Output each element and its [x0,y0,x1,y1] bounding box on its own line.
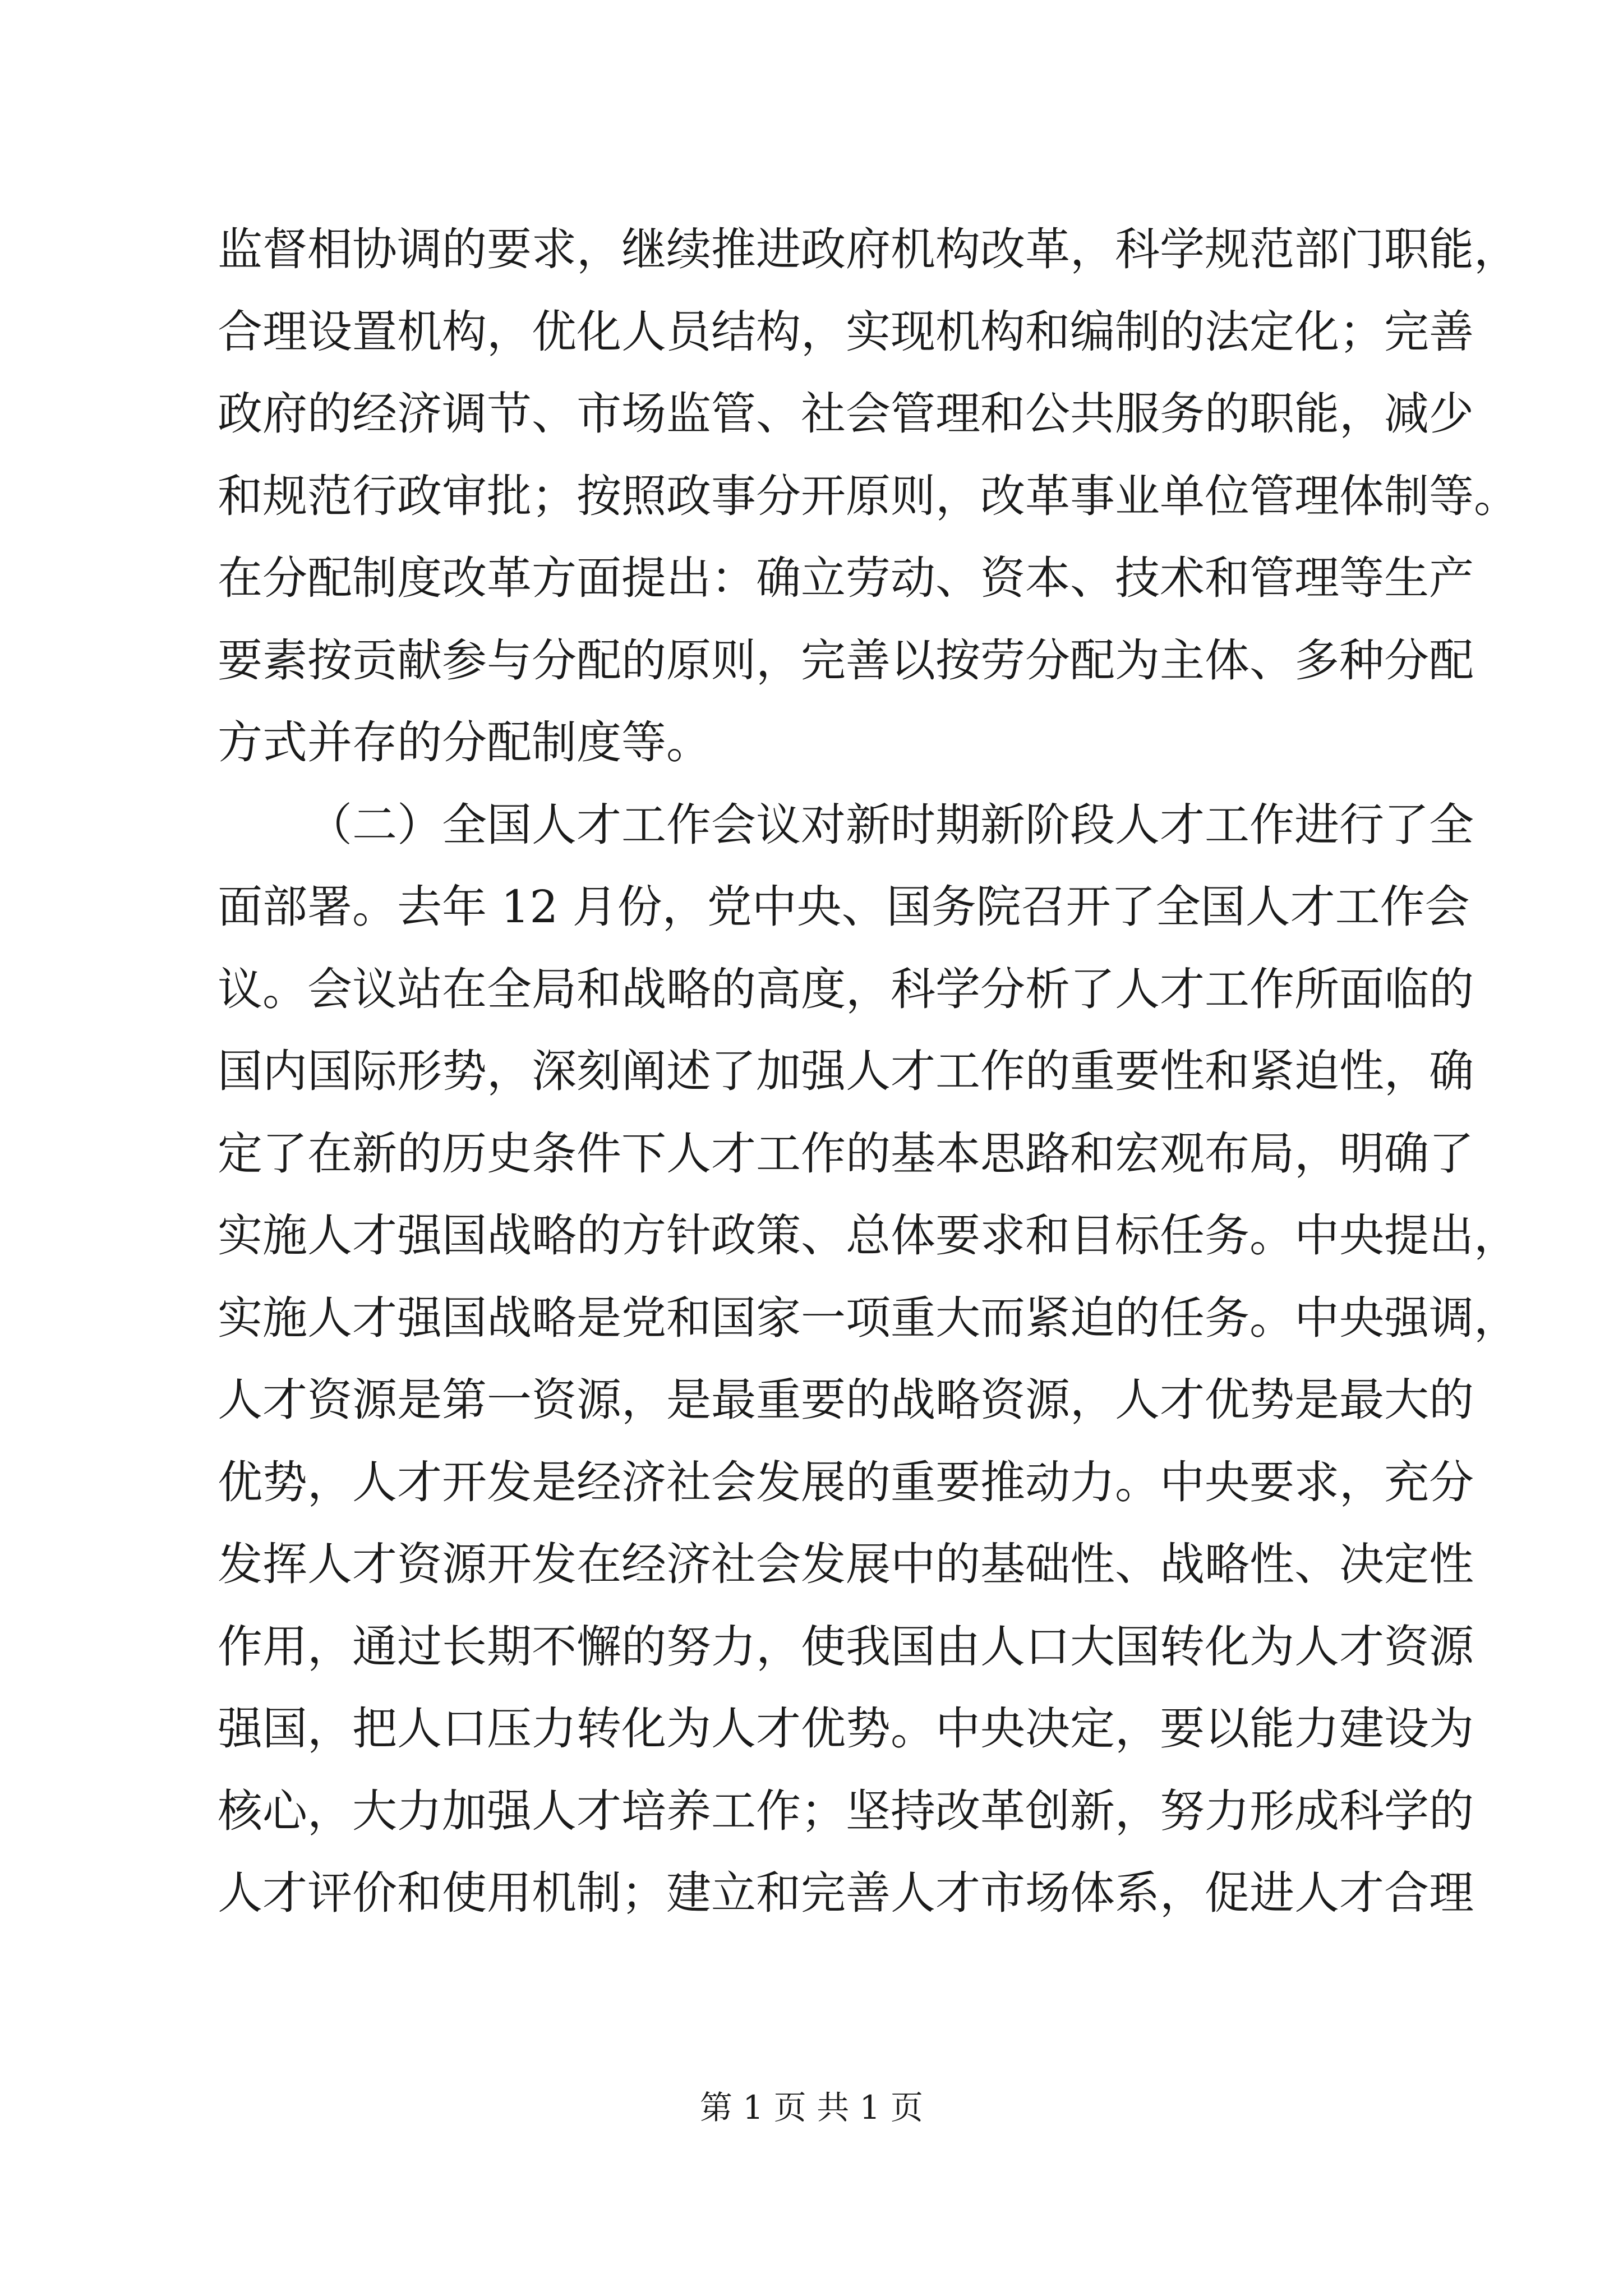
text-line: 议。会议站在全局和战略的高度，科学分析了人才工作所面临的 [218,963,1474,1015]
text-line: 优势，人才开发是经济社会发展的重要推动力。中央要求，充分 [218,1456,1474,1508]
text-line: 政府的经济调节、市场监管、社会管理和公共服务的职能，减少 [218,388,1474,440]
text-line: 监督相协调的要求，继续推进政府机构改革，科学规范部门职能， [218,223,1519,275]
text-line: 和规范行政审批；按照政事分开原则，改革事业单位管理体制等。 [218,470,1519,522]
text-line: 合理设置机构，优化人员结构，实现机构和编制的法定化；完善 [218,305,1474,358]
text-line: 实施人才强国战略是党和国家一项重大而紧迫的任务。中央强调， [218,1291,1519,1344]
page-footer [0,2088,1623,2127]
text-line: 人才评价和使用机制；建立和完善人才市场体系，促进人才合理 [218,1867,1474,1919]
text-line: 人才资源是第一资源，是最重要的战略资源，人才优势是最大的 [218,1374,1474,1426]
text-line: 作用，通过长期不懈的努力，使我国由人口大国转化为人才资源 [218,1620,1474,1673]
text-line: 强国，把人口压力转化为人才优势。中央决定，要以能力建设为 [218,1703,1474,1755]
text-line: 发挥人才资源开发在经济社会发展中的基础性、战略性、决定性 [218,1538,1474,1590]
text-line: 在分配制度改革方面提出：确立劳动、资本、技术和管理等生产 [218,552,1474,604]
text-line: 国内国际形势，深刻阐述了加强人才工作的重要性和紧迫性，确 [218,1045,1474,1097]
text-line: 要素按贡献参与分配的原则，完善以按劳分配为主体、多种分配 [218,634,1474,687]
text-line: 定了在新的历史条件下人才工作的基本思路和宏观布局，明确了 [218,1127,1474,1180]
body-text [218,209,1519,1935]
text-line: 核心，大力加强人才培养工作；坚持改革创新，努力形成科学的 [218,1784,1474,1837]
text-line-indented: （二）全国人才工作会议对新时期新阶段人才工作进行了全 [307,798,1474,851]
page-number-label: 第 1 页 共 1 页 [700,2088,923,2127]
text-line: 实施人才强国战略的方针政策、总体要求和目标任务。中央提出， [218,1209,1519,1262]
text-line: 方式并存的分配制度等。 [218,716,711,769]
text-line: 面部署。去年 12 月份，党中央、国务院召开了全国人才工作会 [218,881,1470,933]
